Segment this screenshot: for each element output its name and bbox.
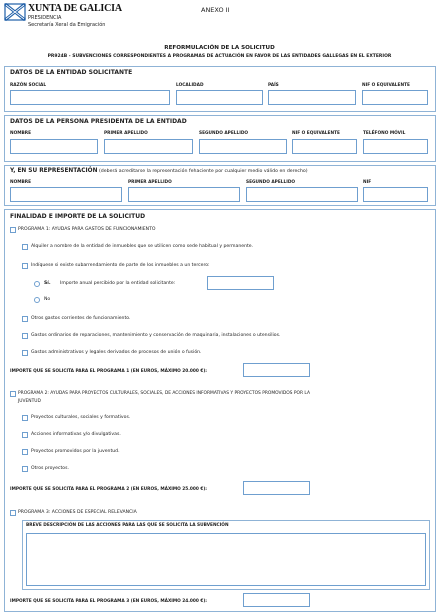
presidente-section-title: DATOS DE LA PERSONA PRESIDENTA DE LA ENTIDAD [10, 118, 187, 125]
acciones-informativas-label: Acciones informativas y/o divulgativas. [31, 432, 121, 437]
programa3-importe-label: IMPORTE QUE SE SOLICITA PARA EL PROGRAMA 3 (EN EUROS, MÁXIMO 24.000 €): [10, 599, 208, 604]
subarrendamiento-label: Indíquese si existe subarrendamiento de parte de los inmuebles a un tercero: [31, 263, 210, 268]
descripcion-field[interactable] [26, 533, 426, 586]
department-name: PRESIDENCIA [28, 15, 62, 21]
otros-proyectos-checkbox[interactable] [22, 466, 28, 472]
programa3-importe-field[interactable] [243, 593, 310, 607]
logo-text: XUNTA DE GALICIA [28, 3, 122, 14]
razon-social-field[interactable] [10, 90, 170, 105]
pres-nombre-field[interactable] [10, 139, 98, 154]
localidad-field[interactable] [176, 90, 263, 105]
subarrendamiento-checkbox[interactable] [22, 263, 28, 269]
otros-gastos-label: Otros gastos corrientes de funcionamiento. [31, 316, 131, 321]
gastos-ordinarios-label: Gastos ordinarios de reparaciones, mantenimiento y conservación de maquinaria, instalaciones o utensilios. [31, 333, 281, 338]
acciones-informativas-checkbox[interactable] [22, 432, 28, 438]
pres-telefono-field[interactable] [363, 139, 428, 154]
pres-apellido1-field[interactable] [104, 139, 193, 154]
nif-field[interactable] [362, 90, 428, 105]
pres-nif-label: NIF O EQUIVALENTE [292, 131, 340, 136]
form-title: REFORMULACIÓN DE LA SOLICITUD [164, 45, 275, 51]
subarrendamiento-si-radio[interactable] [34, 281, 40, 287]
gastos-ordinarios-checkbox[interactable] [22, 333, 28, 339]
programa3-checkbox[interactable] [10, 510, 16, 516]
programa1-importe-label: IMPORTE QUE SE SOLICITA PARA EL PROGRAMA 1 (EN EUROS, MÁXIMO 20.000 €): [10, 369, 208, 374]
annex-label: ANEXO II [201, 6, 230, 14]
alquiler-checkbox[interactable] [22, 244, 28, 250]
pres-nombre-label: NOMBRE [10, 131, 32, 136]
representacion-title-note: (deberá acreditarse la representación fehaciente por cualquier medio válido en derecho) [97, 169, 308, 174]
proyectos-juventud-checkbox[interactable] [22, 449, 28, 455]
pres-telefono-label: TELÉFONO MÓVIL [363, 131, 406, 136]
rep-apellido2-label: SEGUNDO APELLIDO [246, 180, 296, 185]
xunta-logo [4, 3, 26, 21]
rep-nombre-field[interactable] [10, 187, 122, 202]
nif-label: NIF O EQUIVALENTE [362, 83, 410, 88]
pres-nif-field[interactable] [292, 139, 357, 154]
descripcion-label: BREVE DESCRIPCIÓN DE LAS ACCIONES PARA LAS QUE SE SOLICITA LA SUBVENCIÓN [26, 523, 229, 528]
programa1-label: PROGRAMA 1: AYUDAS PARA GASTOS DE FUNCIONAMIENTO [18, 227, 156, 232]
proyectos-culturales-label: Proyectos culturales, sociales y formativos. [31, 415, 131, 420]
localidad-label: LOCALIDAD [176, 83, 204, 88]
rep-nif-label: NIF [363, 180, 372, 185]
programa2-checkbox[interactable] [10, 391, 16, 397]
proyectos-juventud-label: Proyectos promovidos por la juventud. [31, 449, 120, 454]
rep-apellido1-label: PRIMER APELLIDO [128, 180, 172, 185]
otros-gastos-checkbox[interactable] [22, 316, 28, 322]
importe-anual-field[interactable] [207, 276, 274, 290]
representacion-section-title [10, 168, 308, 174]
rep-nif-field[interactable] [363, 187, 428, 202]
programa3-label: PROGRAMA 3: ACCIONES DE ESPECIAL RELEVANCIA [18, 510, 137, 515]
alquiler-label: Alquiler a nombre de la entidad de inmuebles que se utilicen como sede habitual y permanente. [31, 244, 254, 249]
rep-nombre-label: NOMBRE [10, 180, 32, 185]
programa2-label-line2: JUVENTUD [18, 399, 41, 404]
secretaria-name: Secretaría Xeral da Emigración [28, 22, 106, 28]
gastos-administrativos-checkbox[interactable] [22, 350, 28, 356]
subarrendamiento-si-label: Sí. [44, 281, 51, 286]
pais-field[interactable] [268, 90, 356, 105]
otros-proyectos-label: Otros proyectos. [31, 466, 69, 471]
pres-apellido2-field[interactable] [199, 139, 287, 154]
programa2-importe-field[interactable] [243, 481, 310, 495]
programa2-importe-label: IMPORTE QUE SE SOLICITA PARA EL PROGRAMA 2 (EN EUROS, MÁXIMO 25.000 €): [10, 487, 208, 492]
razon-social-label: RAZÓN SOCIAL [10, 83, 47, 88]
form-subtitle: PR924B - SUBVENCIONES CORRESPONDIENTES A PROGRAMAS DE ACTUACIÓN EN FAVOR DE LAS ENTIDADES GALLEGAS EN EL EXTERIOR [47, 54, 392, 59]
pres-apellido1-label: PRIMER APELLIDO [104, 131, 148, 136]
subarrendamiento-no-label: No [44, 297, 51, 302]
xunta-shield-icon [4, 3, 26, 21]
programa1-checkbox[interactable] [10, 227, 16, 233]
subarrendamiento-no-radio[interactable] [34, 297, 40, 303]
proyectos-culturales-checkbox[interactable] [22, 415, 28, 421]
representacion-title-bold: Y, EN SU REPRESENTACIÓN [10, 168, 98, 174]
pais-label: PAÍS [268, 83, 279, 88]
gastos-administrativos-label: Gastos administrativos y legales derivados de procesos de unión o fusión. [31, 350, 202, 355]
pres-apellido2-label: SEGUNDO APELLIDO [199, 131, 249, 136]
programa2-label-line1: PROGRAMA 2: AYUDAS PARA PROYECTOS CULTURALES, SOCIALES, DE ACCIONES INFORMATIVAS Y PROYECTOS PROMOVIDOS POR LA [18, 391, 310, 396]
finalidad-section-title: FINALIDAD E IMPORTE DE LA SOLICITUD [10, 213, 146, 220]
programa1-importe-field[interactable] [243, 363, 310, 377]
rep-apellido1-field[interactable] [128, 187, 240, 202]
importe-anual-label: Importe anual percibido por la entidad solicitante: [60, 281, 176, 286]
entidad-section-title: DATOS DE LA ENTIDAD SOLICITANTE [10, 69, 133, 76]
rep-apellido2-field[interactable] [246, 187, 358, 202]
